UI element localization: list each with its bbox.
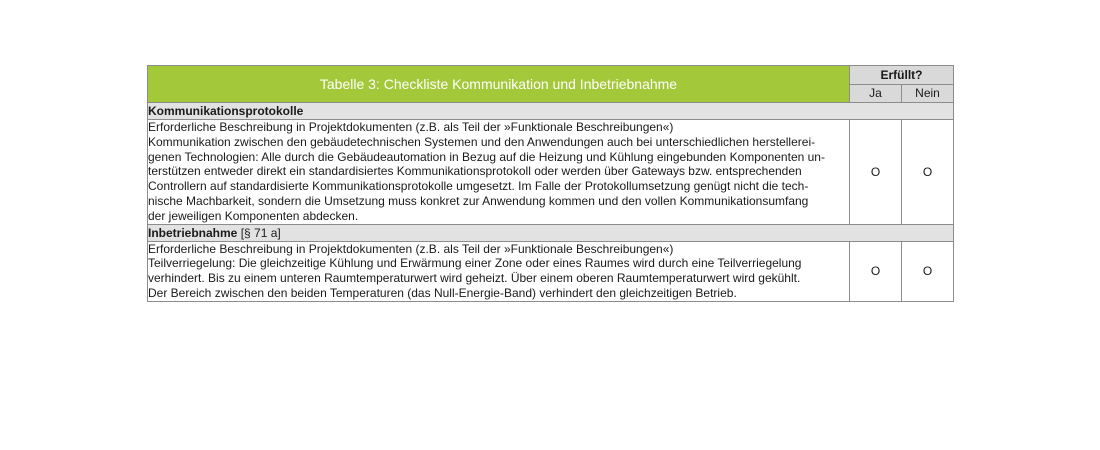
section-heading-title: Kommunikationsprotokolle [148, 104, 304, 118]
text-line: der jeweiligen Komponenten abdecken. [148, 208, 359, 223]
no-checkbox[interactable]: O [902, 241, 954, 301]
table-title: Tabelle 3: Checkliste Kommunikation und Inbetriebnahme [148, 66, 850, 103]
section-heading-row [148, 224, 954, 241]
table-row [148, 120, 954, 225]
checklist-table [147, 65, 954, 302]
yes-checkbox[interactable]: O [850, 120, 902, 225]
text-line: nische Machbarkeit, sondern die Umsetzung muss konkret zur Anwendung kommen und den vollen Kommunikationsumfang [148, 193, 809, 208]
text-line: Der Bereich zwischen den beiden Temperaturen (das Null-Energie-Band) verhindert den gleichzeitigen Betrieb. [148, 285, 737, 300]
yes-header: Ja [850, 84, 902, 103]
section-heading-suffix: [§ 71 a] [237, 225, 281, 240]
text-line: Erforderliche Beschreibung in Projektdokumenten (z.B. als Teil der »Funktionale Beschreibungen«) [148, 241, 674, 256]
section-heading [148, 224, 954, 241]
requirement-text [148, 241, 850, 301]
section-heading-title: Inbetriebnahme [148, 225, 238, 240]
no-checkbox[interactable]: O [902, 120, 954, 225]
text-line: Controllern auf standardisierte Kommunikationsprotokolle umgesetzt. Im Falle der Protokollumsetzung genügt nicht die tech- [148, 179, 809, 194]
table-row [148, 241, 954, 301]
text-line: verhindert. Bis zu einem unteren Raumtemperaturwert wird geheizt. Über einem oberen Raumtemperaturwert wird gekühlt. [148, 271, 801, 286]
section-heading-row [148, 103, 954, 120]
yes-checkbox[interactable]: O [850, 241, 902, 301]
fulfilled-header: Erfüllt? [850, 66, 954, 85]
text-line: terstützen entweder direkt ein standardisiertes Kommunikationsprotokoll oder werden über Gateways bzw. entsprechenden [148, 164, 802, 179]
requirement-text [148, 120, 850, 225]
text-line: genen Technologien: Alle durch die Gebäudeautomation in Bezug auf die Heizung und Kühlung eingebunden Komponenten un- [148, 149, 825, 164]
section-heading [148, 103, 954, 120]
no-header: Nein [902, 84, 954, 103]
table-header-row [148, 66, 954, 85]
text-line: Erforderliche Beschreibung in Projektdokumenten (z.B. als Teil der »Funktionale Beschreibungen«) [148, 120, 674, 134]
text-line: Teilverriegelung: Die gleichzeitige Kühlung und Erwärmung einer Zone oder eines Raumes wird durch eine Teilverriegelung [148, 256, 802, 271]
text-line: Kommunikation zwischen den gebäudetechnischen Systemen und den Anwendungen auch bei unterschiedlichen herstellerei- [148, 134, 816, 149]
